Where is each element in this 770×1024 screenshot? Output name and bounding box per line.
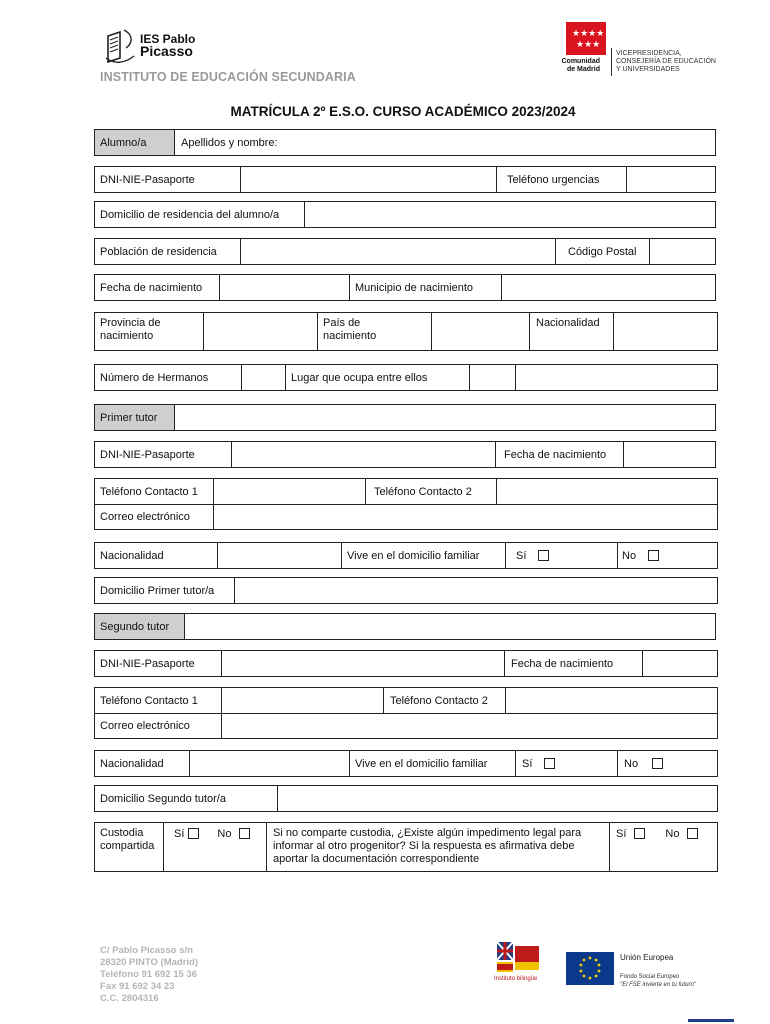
tutor2-contact-block: Teléfono Contacto 1 Teléfono Contacto 2 Correo electrónico: [94, 687, 718, 739]
school-subtitle: INSTITUTO DE EDUCACIÓN SECUNDARIA: [100, 70, 356, 84]
tutor2-dni-input[interactable]: [221, 651, 504, 676]
student-province-input[interactable]: [203, 313, 317, 350]
legal-no-checkbox-icon[interactable]: [687, 828, 698, 839]
tutor2-address-input[interactable]: [277, 786, 717, 811]
eu-fund-text: Fondo Social Europeo "El FSE invierte en tu futuro": [620, 974, 696, 988]
tutor1-dni-input[interactable]: [231, 442, 495, 467]
corner-mark: [688, 1019, 734, 1022]
tutor1-email-input[interactable]: [213, 504, 717, 529]
tutor2-nationality-input[interactable]: [189, 751, 349, 776]
svg-text:★★★★: ★★★★: [572, 29, 605, 39]
tutor1-contact-block: Teléfono Contacto 1 Teléfono Contacto 2 Correo electrónico: [94, 478, 718, 530]
student-name-field[interactable]: Apellidos y nombre:: [174, 130, 715, 155]
student-siblings-row: Número de Hermanos Lugar que ocupa entre ellos: [94, 364, 718, 391]
tutor2-birth-date-input[interactable]: [642, 651, 717, 676]
eu-flag-icon: [566, 952, 614, 985]
student-dni-row: DNI-NIE-Pasaporte Teléfono urgencias: [94, 166, 716, 193]
student-section-label: Alumno/a: [95, 130, 174, 155]
madrid-flag-icon: [566, 22, 606, 55]
tutor2-phone2-input[interactable]: [505, 688, 717, 713]
student-town-row: Población de residencia Código Postal: [94, 238, 716, 265]
custody-no-checkbox-icon[interactable]: [239, 828, 250, 839]
school-logo-icon: [104, 28, 138, 69]
checkbox-icon[interactable]: [538, 550, 549, 561]
tutor1-lives-yes[interactable]: Sí: [505, 543, 617, 568]
student-address-row: Domicilio de residencia del alumno/a: [94, 201, 716, 228]
tutor1-birth-date-input[interactable]: [623, 442, 715, 467]
tutor2-lives-yes[interactable]: Sí: [515, 751, 617, 776]
eu-title: Unión Europea: [620, 953, 674, 962]
bilingual-logo-text: Instituto bilingüe: [494, 976, 538, 982]
student-sibling-position-input[interactable]: [469, 365, 515, 390]
custody-options[interactable]: Sí No: [163, 823, 266, 871]
student-birth-row: Fecha de nacimiento Municipio de nacimiento: [94, 274, 716, 301]
tutor1-name-input[interactable]: [174, 405, 715, 430]
student-postal-input[interactable]: [649, 239, 715, 264]
custody-question: Si no comparte custodia, ¿Existe algún impedimento legal para informar al otro progenitor? Si la respuesta es afirmativa debe aportar la documentación correspondiente: [273, 827, 582, 865]
department-name: VICEPRESIDENCIA, CONSEJERÍA DE EDUCACIÓN Y UNIVERSIDADES: [616, 50, 716, 73]
page-title: MATRÍCULA 2º E.S.O. CURSO ACADÉMICO 2023/2024: [230, 104, 576, 119]
tutor1-nationality-row: Nacionalidad Vive en el domicilio familiar Sí No: [94, 542, 718, 569]
school-name: IES Pablo Picasso: [140, 32, 196, 59]
tutor2-dni-row: DNI-NIE-Pasaporte Fecha de nacimiento: [94, 650, 718, 677]
tutor1-dni-row: DNI-NIE-Pasaporte Fecha de nacimiento: [94, 441, 716, 468]
student-country-input[interactable]: [431, 313, 529, 350]
tutor2-address-row: Domicilio Segundo tutor/a: [94, 785, 718, 812]
tutor1-section-label: Primer tutor: [95, 405, 174, 430]
region-name: Comunidad de Madrid: [561, 58, 600, 73]
student-nationality-input[interactable]: [613, 313, 717, 350]
tutor1-lives-no[interactable]: No: [617, 543, 717, 568]
svg-text:★★★: ★★★: [576, 40, 601, 50]
checkbox-icon[interactable]: [544, 758, 555, 769]
school-address: C/ Pablo Picasso s/n 28320 PINTO (Madrid) Teléfono 91 692 15 36 Fax 91 692 34 23 C.C. 2804316: [100, 945, 199, 1004]
tutor2-section-label: Segundo tutor: [95, 614, 184, 639]
custody-row: Custodia compartida Sí No Si no comparte custodia, ¿Existe algún impedimento legal para informar al otro progenitor? Si la respuesta es afirmativa debe aportar la documentación correspondiente Sí No: [94, 822, 718, 872]
student-name-row: [94, 129, 716, 156]
student-birth-date-input[interactable]: [219, 275, 349, 300]
tutor2-phone1-input[interactable]: [221, 688, 383, 713]
header-divider: [611, 48, 612, 76]
legal-yes-checkbox-icon[interactable]: [634, 828, 645, 839]
checkbox-icon[interactable]: [648, 550, 659, 561]
student-address-input[interactable]: [304, 202, 715, 227]
checkbox-icon[interactable]: [652, 758, 663, 769]
tutor1-phone2-input[interactable]: [496, 479, 717, 504]
student-dni-input[interactable]: [240, 167, 496, 192]
tutor2-email-input[interactable]: [221, 713, 717, 738]
student-birth-municipality-input[interactable]: [501, 275, 715, 300]
tutor2-lives-no[interactable]: No: [617, 751, 717, 776]
student-siblings-input[interactable]: [241, 365, 285, 390]
student-origin-row: Provincia de nacimiento País de nacimiento Nacionalidad: [94, 312, 718, 351]
tutor2-name-input[interactable]: [184, 614, 715, 639]
student-town-input[interactable]: [240, 239, 555, 264]
student-phone-urgent-input[interactable]: [626, 167, 715, 192]
tutor1-header-row: [94, 404, 716, 431]
tutor1-phone1-input[interactable]: [213, 479, 365, 504]
tutor1-address-input[interactable]: [234, 578, 717, 603]
custody-yes-checkbox-icon[interactable]: [188, 828, 199, 839]
tutor2-header-row: [94, 613, 716, 640]
custody-legal-options[interactable]: Sí No: [609, 823, 717, 871]
tutor1-nationality-input[interactable]: [217, 543, 341, 568]
tutor1-address-row: Domicilio Primer tutor/a: [94, 577, 718, 604]
tutor2-nationality-row: Nacionalidad Vive en el domicilio familiar Sí No: [94, 750, 718, 777]
